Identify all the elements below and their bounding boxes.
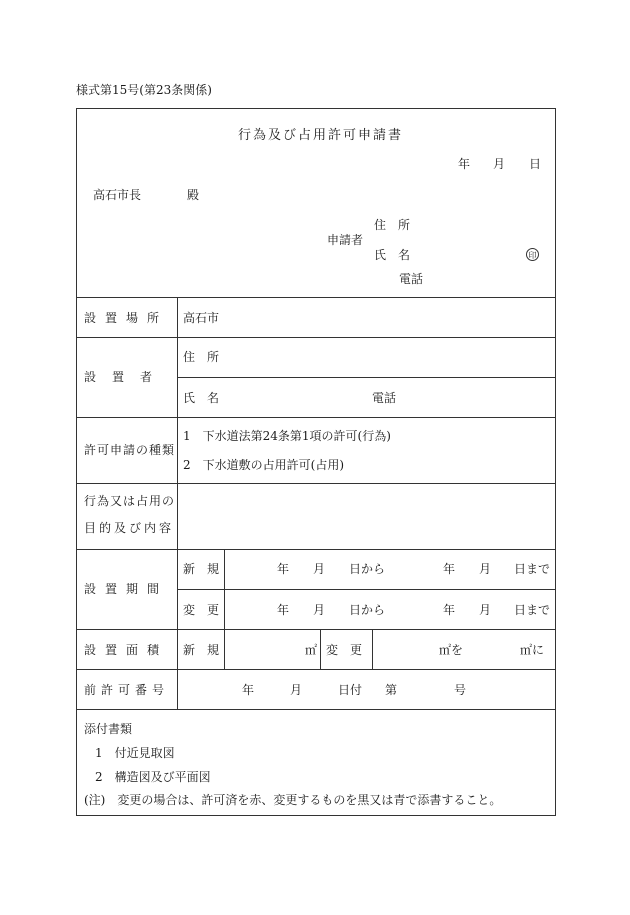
applicant-phone-label: 電話 [399, 272, 424, 286]
divider [77, 669, 555, 670]
period-new-from-month: 月 [313, 562, 326, 576]
seal-mark: 印 [526, 248, 539, 261]
area-change-to-unit: ㎡に [520, 643, 545, 657]
period-label: 設置期間 [84, 582, 169, 596]
attachment-item-2: 2 構造図及び平面図 [95, 770, 211, 784]
application-form [76, 108, 556, 816]
area-new-unit: ㎡ [305, 643, 318, 657]
attachments-heading: 添付書類 [84, 722, 133, 736]
purpose-label-line1: 行為又は占用の [84, 494, 176, 508]
period-new-to-day: 日まで [514, 562, 551, 576]
divider [77, 483, 555, 484]
attachments-note: (注) 変更の場合は、許可済を赤、変更するものを黒又は青で添書すること。 [84, 793, 502, 807]
permit-type-label: 許可申請の種類 [84, 443, 176, 457]
permit-type-option-2: 2 下水道敷の占用許可(占用) [183, 458, 344, 472]
divider [177, 589, 555, 590]
form-title: 行為及び占用許可申請書 [238, 128, 404, 143]
period-change-label: 変 更 [183, 603, 220, 617]
addressee: 高石市長 [93, 188, 142, 202]
location-value: 高石市 [183, 311, 220, 325]
installer-phone-label: 電話 [372, 391, 397, 405]
form-number: 様式第15号(第23条関係) [76, 83, 212, 97]
divider [177, 377, 555, 378]
area-change-from-unit: ㎡を [439, 643, 464, 657]
prev-permit-label: 前許可番号 [84, 683, 170, 697]
applicant-name-label: 氏 名 [374, 248, 411, 262]
period-change-to-year: 年 [443, 603, 456, 617]
prev-permit-month: 月 [290, 683, 303, 697]
attachment-item-1: 1 付近見取図 [95, 746, 175, 760]
prev-permit-dai: 第 [385, 683, 398, 697]
applicant-label: 申請者 [327, 233, 364, 247]
period-change-from-month: 月 [313, 603, 326, 617]
divider [77, 709, 555, 710]
period-change-to-month: 月 [479, 603, 492, 617]
period-new-from-day: 日から [349, 562, 386, 576]
period-change-from-year: 年 [277, 603, 290, 617]
date-day: 日 [529, 157, 542, 171]
date-month: 月 [493, 157, 506, 171]
permit-type-option-1: 1 下水道法第24条第1項の許可(行為) [183, 429, 391, 443]
subrow-label-divider [224, 549, 225, 669]
honorific: 殿 [187, 188, 200, 202]
period-new-to-year: 年 [443, 562, 456, 576]
period-change-from-day: 日から [349, 603, 386, 617]
divider [77, 629, 555, 630]
period-new-to-month: 月 [479, 562, 492, 576]
installer-name-label: 氏 名 [183, 391, 220, 405]
area-new-label: 新 規 [183, 643, 220, 657]
date-year: 年 [458, 157, 471, 171]
period-new-from-year: 年 [277, 562, 290, 576]
prev-permit-year: 年 [242, 683, 255, 697]
period-new-label: 新 規 [183, 562, 220, 576]
area-change-label: 変 更 [326, 643, 363, 657]
prev-permit-day: 日付 [338, 683, 363, 697]
area-divider [320, 629, 321, 669]
divider [77, 297, 555, 298]
prev-permit-go: 号 [454, 683, 467, 697]
area-divider [372, 629, 373, 669]
purpose-label-line2: 目的及び内容 [84, 521, 175, 535]
divider [77, 417, 555, 418]
installer-address-label: 住 所 [183, 350, 220, 364]
area-label: 設置面積 [84, 643, 169, 657]
period-change-to-day: 日まで [514, 603, 551, 617]
location-label: 設置場所 [84, 311, 169, 325]
installer-label: 設置者 [84, 370, 169, 384]
applicant-address-label: 住 所 [374, 218, 411, 232]
label-column-divider [177, 297, 178, 709]
divider [77, 549, 555, 550]
divider [77, 337, 555, 338]
